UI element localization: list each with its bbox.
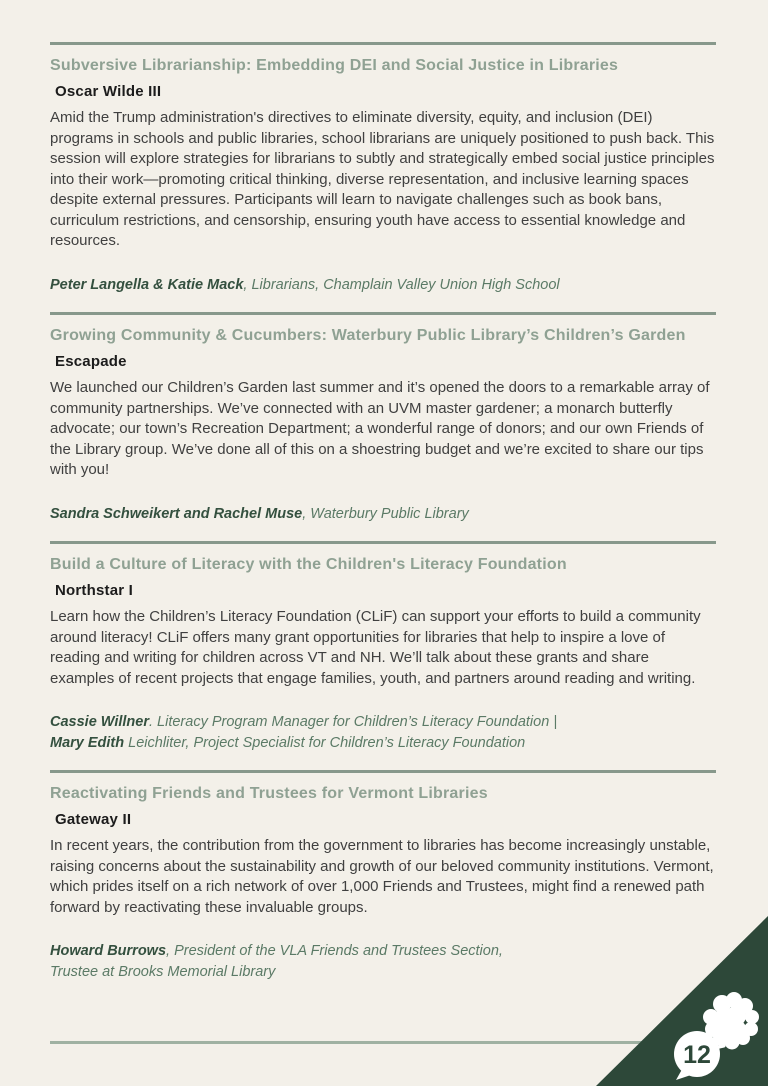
session-description: We launched our Children’s Garden last summer and it’s opened the doors to a remarkable array of community partnerships. We’ve connected with an UVM master gardener; a monarch butterfly advocate; our town’s Recreation Department; a wonderful range of donors; and our own Friends of the Library group. We’ve done all of this on a shoestring budget and we’re excited to share our tips with you! xyxy=(50,379,710,478)
presenter-affiliation: Trustee at Brooks Memorial Library xyxy=(50,963,276,980)
section-divider xyxy=(50,541,716,544)
session-title: Subversive Librarianship: Embedding DEI and Social Justice in Libraries xyxy=(50,57,619,74)
presenter-name: Howard Burrows xyxy=(50,943,167,959)
page-number: 12 xyxy=(683,1041,711,1069)
presenter-affiliation: . Literacy Program Manager for Children’s Literacy Foundation | xyxy=(149,714,558,730)
page-number-bubble xyxy=(674,1031,720,1080)
program-page-content xyxy=(50,42,716,999)
presenter-affiliation: , Librarians, Champlain Valley Union High School xyxy=(243,276,560,293)
session-presenters xyxy=(50,275,716,296)
presenter-affiliation: , Waterbury Public Library xyxy=(302,505,469,522)
presenter-name: Sandra Schweikert and Rachel Muse xyxy=(50,505,303,522)
session-title: Reactivating Friends and Trustees for Vermont Libraries xyxy=(50,785,488,802)
session-description: In recent years, the contribution from the government to libraries has become increasingly unstable, raising concerns about the sustainability and growth of our beloved community institutions. Vermont, which prides itself on a rich network of over 1,000 Friends and Trustees, might find a renewed path forward by reactivating these invaluable groups. xyxy=(50,837,714,916)
session-presenters xyxy=(50,941,716,982)
presenter-name: Peter Langella & Katie Mack xyxy=(50,276,244,293)
session-title: Growing Community & Cucumbers: Waterbury Public Library’s Children’s Garden xyxy=(50,327,686,344)
session-presenters xyxy=(50,504,716,525)
session-presenters xyxy=(50,712,716,753)
footer-divider xyxy=(50,1041,716,1044)
page-number-badge xyxy=(664,992,760,1084)
session-description: Learn how the Children’s Literacy Foundation (CLiF) can support your efforts to build a community around literacy! CLiF offers many grant opportunities for libraries that help to inspire a love of reading and writing for children across VT and NH. We’ll talk about these grants and share examples of recent projects that engage families, youth, and partners around reading and writing. xyxy=(50,608,701,687)
session-room: Escapade xyxy=(55,353,127,370)
section-divider xyxy=(50,312,716,315)
section-divider xyxy=(50,770,716,773)
session-room: Gateway II xyxy=(55,811,132,828)
presenter-name: Cassie Willner xyxy=(50,714,149,730)
session-room: Northstar I xyxy=(55,582,134,599)
session-description: Amid the Trump administration's directives to eliminate diversity, equity, and inclusion (DEI) programs in schools and public libraries, school librarians are uniquely positioned to push back. This session will explore strategies for librarians to subtly and strategically embed social justice principles into their work—promoting critical thinking, diverse representation, and inclusive learning spaces despite external pressures. Participants will learn to navigate challenges such as book bans, curriculum restrictions, and censorship, ensuring youth have access to essential knowledge and resources. xyxy=(50,109,715,249)
presenter-affiliation: , President of the VLA Friends and Trustees Section, xyxy=(166,943,503,959)
session-room: Oscar Wilde III xyxy=(55,83,162,100)
presenter-name: Mary Edith xyxy=(50,734,125,751)
session-title: Build a Culture of Literacy with the Children's Literacy Foundation xyxy=(50,556,567,573)
presenter-affiliation: Leichliter, Project Specialist for Children’s Literacy Foundation xyxy=(124,734,526,751)
section-divider xyxy=(50,42,716,45)
